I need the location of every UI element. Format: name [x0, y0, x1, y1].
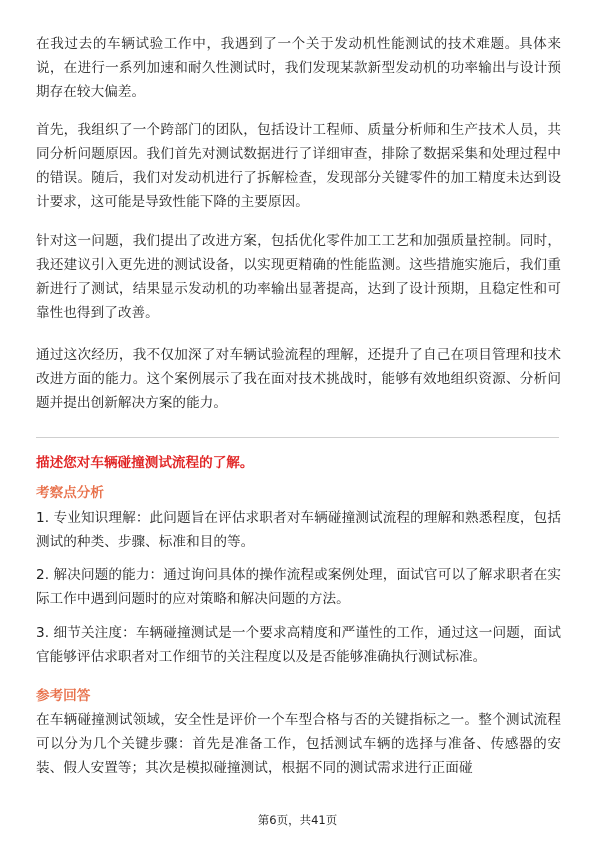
page-number-footer: 第6页，共41页 [257, 813, 338, 827]
body-paragraph: 首先，我组织了一个跨部门的团队，包括设计工程师、质量分析师和生产技术人员，共同分析问题原因。我们首先对测试数据进行了详细审查，排除了数据采集和处理过程中的错误。随后，我们对发动机进行了拆解检查，发现部分关键零件的加工精度未达到设计要求，这可能是导致性能下降的主要原因。 [36, 122, 561, 210]
answer-paragraph: 在车辆碰撞测试领域，安全性是评价一个车型合格与否的关键指标之一。整个测试流程可以分为几个关键步骤：首先是准备工作，包括测试车辆的选择与准备、传感器的安装、假人安置等；其次是模拟碰撞测试，根据不同的测试需求进行正面碰 [36, 712, 561, 776]
interview-question: 描述您对车辆碰撞测试流程的了解。 [36, 455, 254, 471]
section-divider [36, 437, 559, 438]
analysis-item: 3. 细节关注度：车辆碰撞测试是一个要求高精度和严谨性的工作，通过这一问题，面试官能够评估求职者对工作细节的关注程度以及是否能够准确执行测试标准。 [36, 625, 561, 665]
body-paragraph: 针对这一问题，我们提出了改进方案，包括优化零件加工工艺和加强质量控制。同时，我还建议引入更先进的测试设备，以实现更精确的性能监测。这些措施实施后，我们重新进行了测试，结果显示发动机的功率输出显著提高，达到了设计预期，且稳定性和可靠性也得到了改善。 [36, 233, 561, 321]
body-paragraph: 在我过去的车辆试验工作中，我遇到了一个关于发动机性能测试的技术难题。具体来说，在进行一系列加速和耐久性测试时，我们发现某款新型发动机的功率输出与设计预期存在较大偏差。 [36, 36, 561, 100]
analysis-heading: 考察点分析 [36, 485, 104, 501]
body-paragraph: 通过这次经历，我不仅加深了对车辆试验流程的理解，还提升了自己在项目管理和技术改进方面的能力。这个案例展示了我在面对技术挑战时，能够有效地组织资源、分析问题并提出创新解决方案的能力。 [36, 347, 561, 411]
analysis-item: 1. 专业知识理解：此问题旨在评估求职者对车辆碰撞测试流程的理解和熟悉程度，包括测试的种类、步骤、标准和目的等。 [36, 510, 561, 550]
analysis-item: 2. 解决问题的能力：通过询问具体的操作流程或案例处理，面试官可以了解求职者在实际工作中遇到问题时的应对策略和解决问题的方法。 [36, 567, 561, 607]
answer-heading: 参考回答 [36, 688, 91, 704]
